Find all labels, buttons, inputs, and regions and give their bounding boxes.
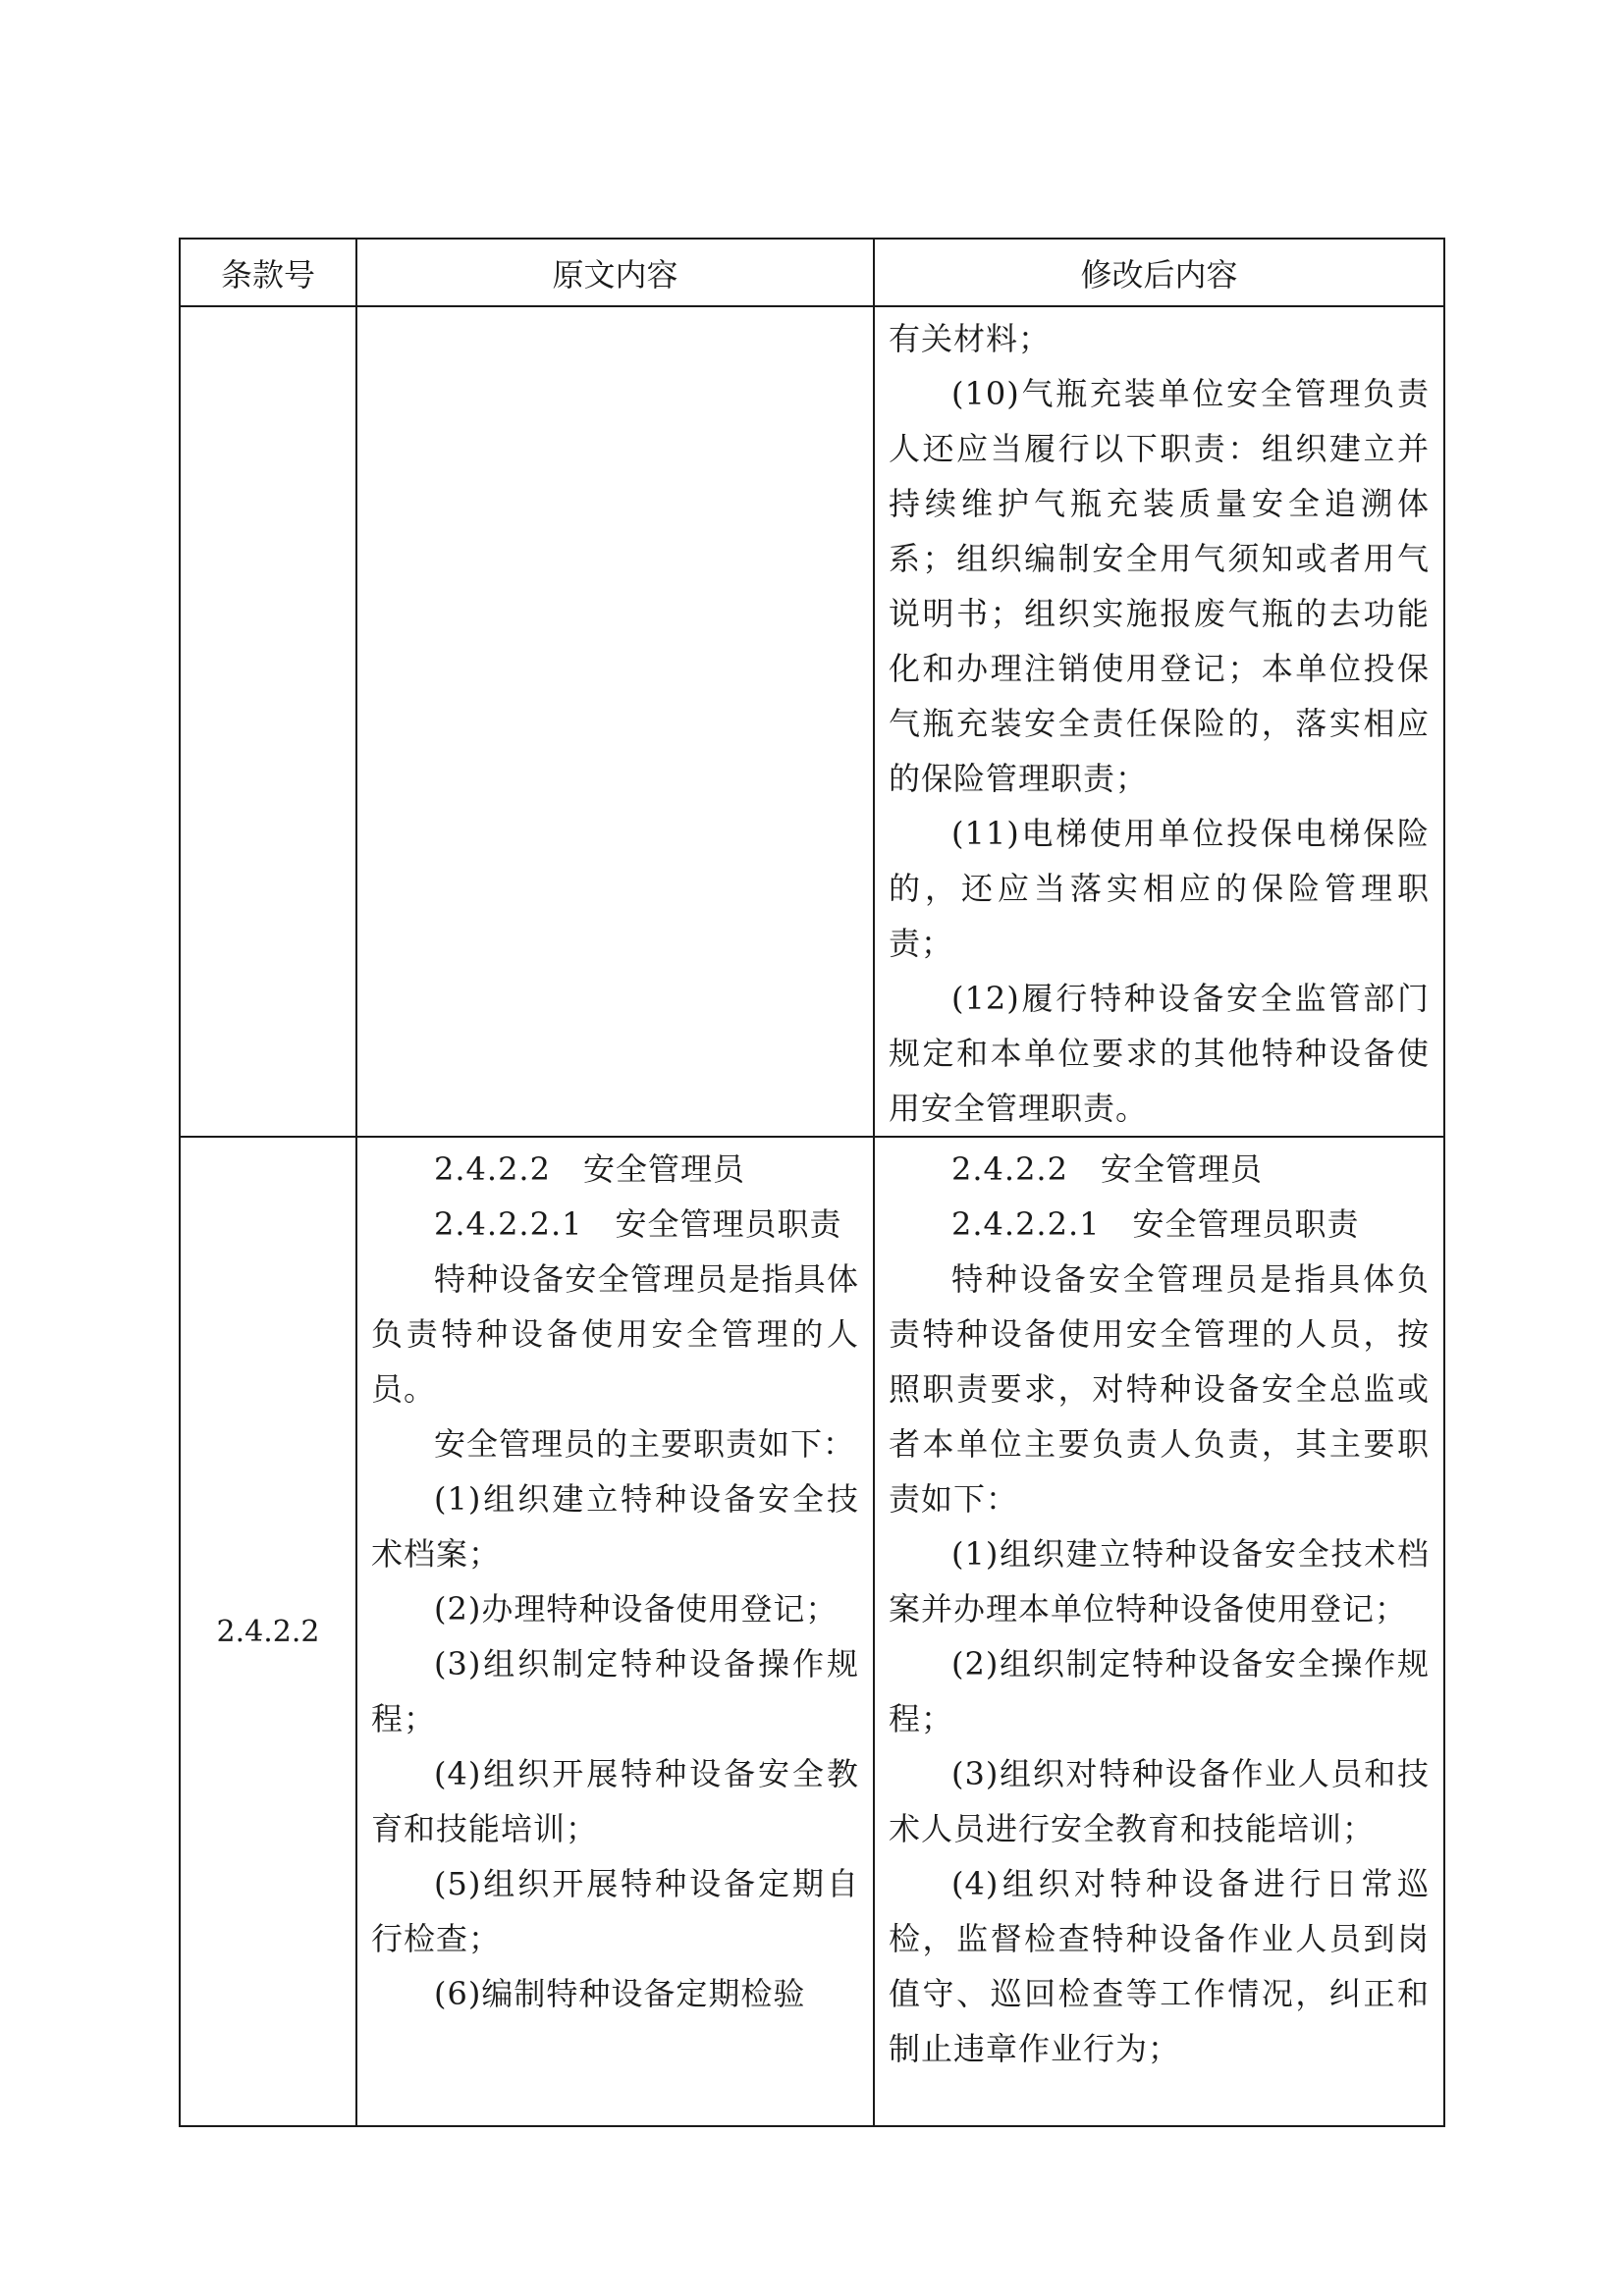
clause-cell: 2.4.2.2 <box>180 1137 356 2126</box>
paragraph: 有关材料； <box>889 320 1052 357</box>
original-content <box>357 307 873 311</box>
list-item: (3)组织制定特种设备操作规程； <box>371 1645 859 1737</box>
header-original: 原文内容 <box>356 239 874 306</box>
revision-comparison-table <box>179 238 1445 2127</box>
list-item: (1)组织建立特种设备安全技术档案； <box>371 1480 859 1573</box>
original-content-cell <box>356 1137 874 2126</box>
paragraph: (12)履行特种设备安全监管部门规定和本单位要求的其他特种设备使用安全管理职责。 <box>889 980 1430 1127</box>
modified-content-cell <box>874 1137 1444 2126</box>
header-modified: 修改后内容 <box>874 239 1444 306</box>
subsection-heading: 2.4.2.2.1 安全管理员职责 <box>434 1205 842 1243</box>
section-heading: 2.4.2.2 安全管理员 <box>951 1150 1263 1188</box>
modified-content <box>875 307 1443 1136</box>
list-item: (2)组织制定特种设备安全操作规程； <box>889 1645 1430 1737</box>
list-item: (4)组织对特种设备进行日常巡检，监督检查特种设备作业人员到岗值守、巡回检查等工作情况，纠正和制止违章作业行为； <box>889 1865 1430 2067</box>
header-clause: 条款号 <box>180 239 356 306</box>
modified-content-cell <box>874 306 1444 1137</box>
paragraph: 特种设备安全管理员是指具体负责特种设备使用安全管理的人员，按照职责要求，对特种设备安全总监或者本单位主要负责人负责，其主要职责如下： <box>889 1260 1430 1518</box>
original-content-cell <box>356 306 874 1137</box>
modified-content <box>875 1138 1443 2076</box>
paragraph: 特种设备安全管理员是指具体负责特种设备使用安全管理的人员。 <box>371 1260 859 1408</box>
section-heading: 2.4.2.2 安全管理员 <box>434 1150 745 1188</box>
table-header-row <box>180 239 1444 306</box>
paragraph: 安全管理员的主要职责如下： <box>434 1425 856 1463</box>
original-content <box>357 1138 873 2021</box>
table-row <box>180 1137 1444 2126</box>
paragraph: (10)气瓶充装单位安全管理负责人还应当履行以下职责：组织建立并持续维护气瓶充装质量安全追溯体系；组织编制安全用气须知或者用气说明书；组织实施报废气瓶的去功能化和办理注销使用登记；本单位投保气瓶充装安全责任保险的，落实相应的保险管理职责； <box>889 375 1430 797</box>
list-item: (2)办理特种设备使用登记； <box>434 1590 839 1628</box>
list-item: (5)组织开展特种设备定期自行检查； <box>371 1865 859 1957</box>
paragraph: (11)电梯使用单位投保电梯保险的，还应当落实相应的保险管理职责； <box>889 815 1430 962</box>
list-item: (6)编制特种设备定期检验 <box>434 1975 806 2012</box>
clause-cell <box>180 306 356 1137</box>
list-item: (1)组织建立特种设备安全技术档案并办理本单位特种设备使用登记； <box>889 1535 1430 1628</box>
list-item: (3)组织对特种设备作业人员和技术人员进行安全教育和技能培训； <box>889 1755 1430 1847</box>
table-row <box>180 306 1444 1137</box>
subsection-heading: 2.4.2.2.1 安全管理员职责 <box>951 1205 1360 1243</box>
list-item: (4)组织开展特种设备安全教育和技能培训； <box>371 1755 859 1847</box>
